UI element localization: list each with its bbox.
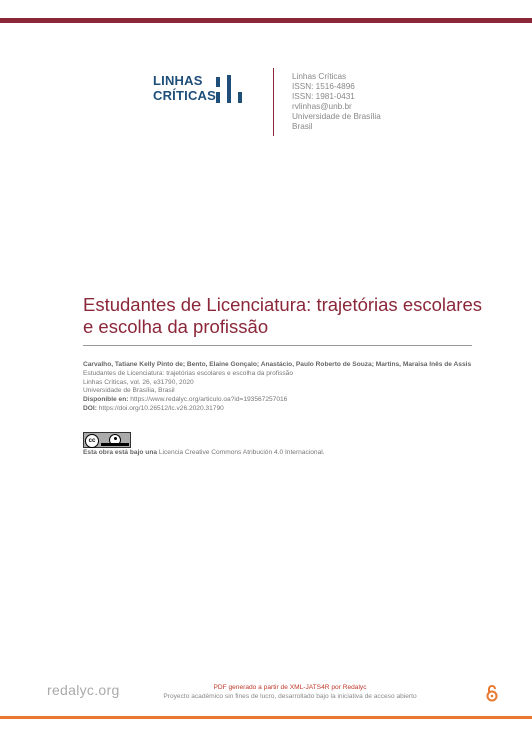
journal-email[interactable]: rvlinhas@unb.br — [292, 102, 352, 111]
footer — [140, 683, 440, 701]
journal-country: Brasil — [292, 122, 313, 131]
journal-issn: ISSN: 1516-4896 — [292, 82, 355, 91]
available-link[interactable]: https://www.redalyc.org/articulo.oa?id=193567257016 — [130, 396, 288, 404]
article-metadata — [83, 361, 472, 414]
article-available — [83, 396, 472, 405]
footer-project: Proyecto académico sin fines de lucro, desarrollado bajo la iniciativa de acceso abierto — [163, 693, 417, 700]
article-citation: Linhas Críticas, vol. 26, e31790, 2020 — [83, 378, 194, 386]
logo-text: LINHAS CRÍTICAS — [153, 73, 216, 103]
journal-name: Linhas Críticas — [292, 72, 347, 81]
article-publisher: Universidade de Brasília, Brasil — [83, 387, 175, 395]
open-access-icon — [486, 684, 498, 702]
doi-link[interactable]: https://doi.org/10.26512/lc.v26.2020.31790 — [98, 404, 224, 412]
license-statement — [83, 449, 325, 456]
logo-bars-icon — [216, 75, 246, 105]
footer-generated: PDF generado a partir de XML-JATS4R por Redalyc — [213, 684, 367, 691]
redalyc-logo: redalyc.org — [47, 682, 120, 698]
header-divider — [273, 68, 274, 136]
article-title-line: Estudantes de Licenciatura: trajetórias escolares e escolha da profissão — [83, 369, 294, 377]
bottom-accent-bar — [0, 716, 532, 719]
doi-label: DOI: — [83, 404, 97, 412]
article-doi — [83, 405, 472, 414]
cc-by-badge[interactable] — [83, 432, 131, 448]
available-label: Disponible en: — [83, 396, 129, 404]
cc-icon: cc — [85, 434, 99, 448]
journal-info — [292, 72, 381, 132]
article-title: Estudantes de Licenciatura: trajetórias escolares e escolha da profissão — [83, 294, 482, 337]
journal-eissn: ISSN: 1981-0431 — [292, 92, 355, 101]
license-prefix: Esta obra está bajo una — [83, 449, 158, 456]
top-accent-bar — [0, 18, 532, 23]
badge-strip — [101, 443, 129, 446]
journal-institution: Universidade de Brasília — [292, 112, 381, 121]
article-authors: Carvalho, Tatiane Kelly Pinto de; Bento, Elaine Gonçalo; Anastácio, Paulo Roberto de Souza; Martins, Maraisa Inês de Assis — [83, 361, 472, 368]
journal-logo — [153, 73, 245, 107]
title-rule — [83, 345, 472, 346]
license-link[interactable]: Licencia Creative Commons Atribución 4.0 Internacional. — [158, 449, 325, 456]
